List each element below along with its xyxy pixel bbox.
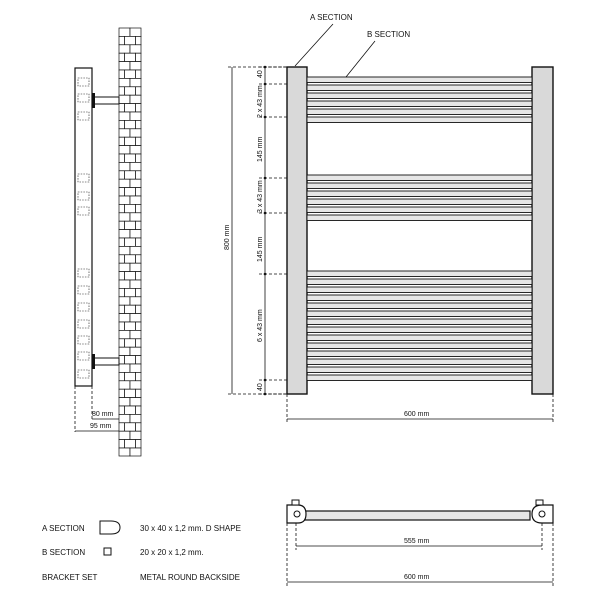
d-shape-symbol [100, 521, 120, 534]
b-section-label: B SECTION [367, 30, 411, 39]
dim-600-bottom-label: 600 mm [404, 574, 430, 581]
brick [136, 70, 142, 78]
brick [130, 179, 141, 187]
left-rail-a-section [287, 67, 307, 394]
brick [125, 221, 136, 229]
segment-tick-dot [264, 212, 267, 215]
b-section-leader [346, 41, 375, 77]
horizontal-bar [307, 85, 532, 91]
brick [130, 78, 141, 86]
brick [130, 45, 141, 53]
brick [136, 120, 142, 128]
legend-bracket-label: BRACKET SET [42, 573, 98, 582]
brick [125, 322, 136, 330]
brick [119, 381, 130, 389]
brick [130, 280, 141, 288]
dim-555-label: 555 mm [404, 538, 430, 545]
bottom-bar [305, 511, 530, 520]
horizontal-bar [307, 175, 532, 181]
brick [125, 87, 136, 95]
brick [130, 196, 141, 204]
dim-bottom-gap: 40 [257, 383, 264, 391]
brick [125, 188, 136, 196]
brick [119, 196, 130, 204]
brick [119, 230, 130, 238]
brick [125, 154, 136, 162]
brick [119, 322, 125, 330]
horizontal-bar [307, 183, 532, 189]
brick [119, 28, 130, 36]
brick [136, 137, 142, 145]
brick [136, 339, 142, 347]
brick [119, 62, 130, 70]
brick [130, 431, 141, 439]
horizontal-bar [307, 287, 532, 293]
brick [125, 339, 136, 347]
legend-bracket-desc: METAL ROUND BACKSIDE [140, 573, 241, 582]
brick [119, 179, 130, 187]
brick [130, 330, 141, 338]
brick [119, 356, 125, 364]
horizontal-bars [307, 77, 532, 381]
front-view [224, 13, 553, 424]
dim-top-gap: 40 [257, 70, 264, 78]
brick [136, 423, 142, 431]
horizontal-bar [307, 327, 532, 333]
dim-group1: 2 x 43 mm [257, 85, 264, 118]
brick [119, 87, 125, 95]
brick [119, 423, 125, 431]
brick [119, 238, 125, 246]
brick [119, 364, 130, 372]
brick [119, 112, 130, 120]
brick [136, 406, 142, 414]
brick [136, 305, 142, 313]
horizontal-bar [307, 93, 532, 99]
segment-tick-dot [264, 116, 267, 119]
brick [125, 171, 136, 179]
brick [125, 137, 136, 145]
brick [119, 221, 125, 229]
brick [119, 204, 125, 212]
dim-group2: 3 x 43 mm [257, 180, 264, 213]
brick [136, 288, 142, 296]
segment-tick-dot [264, 379, 267, 382]
brick [119, 137, 125, 145]
dim-spacing2: 145 mm [257, 236, 264, 262]
brick [136, 356, 142, 364]
brick [119, 272, 125, 280]
horizontal-bar [307, 335, 532, 341]
legend-b-label: B SECTION [42, 548, 86, 557]
brick [125, 423, 136, 431]
brick [119, 45, 130, 53]
square-symbol [104, 548, 111, 555]
brick [119, 162, 130, 170]
brick [130, 129, 141, 137]
brick [136, 36, 142, 44]
brick [119, 104, 125, 112]
brick [136, 104, 142, 112]
segment-tick-dot [264, 393, 267, 396]
bottom-view [287, 500, 553, 586]
legend-a-label: A SECTION [42, 524, 85, 533]
brick [130, 213, 141, 221]
brick [130, 28, 141, 36]
horizontal-bar [307, 207, 532, 213]
horizontal-bar [307, 303, 532, 309]
dim-80-label: 80 mm [92, 411, 114, 418]
brick [119, 314, 130, 322]
brick [136, 389, 142, 397]
brick [130, 297, 141, 305]
horizontal-bar [307, 279, 532, 285]
brick [125, 389, 136, 397]
brick [130, 112, 141, 120]
brick [136, 372, 142, 380]
brick [119, 129, 130, 137]
side-view [75, 28, 141, 456]
brick [136, 440, 142, 448]
brick [119, 70, 125, 78]
brick [125, 70, 136, 78]
brick [130, 246, 141, 254]
horizontal-bar [307, 311, 532, 317]
brick [125, 356, 136, 364]
brick [136, 53, 142, 61]
dim-600-label: 600 mm [404, 411, 430, 418]
brick [119, 431, 130, 439]
brick [119, 288, 125, 296]
brick [119, 120, 125, 128]
brick [130, 62, 141, 70]
horizontal-bar [307, 351, 532, 357]
a-section-label: A SECTION [310, 13, 353, 22]
horizontal-bar [307, 215, 532, 221]
brick [136, 154, 142, 162]
brick [119, 398, 130, 406]
brick [119, 188, 125, 196]
brick [119, 406, 125, 414]
brick-wall [119, 28, 141, 456]
bracket-bottom-plate [92, 354, 95, 369]
brick [130, 230, 141, 238]
brick [119, 347, 130, 355]
brick [136, 322, 142, 330]
brick [130, 398, 141, 406]
brick [130, 448, 141, 456]
brick [119, 171, 125, 179]
brick [119, 263, 130, 271]
horizontal-bar [307, 343, 532, 349]
brick [136, 221, 142, 229]
brick [119, 213, 130, 221]
horizontal-bar [307, 199, 532, 205]
brick [130, 347, 141, 355]
brick [119, 78, 130, 86]
bottom-left-bolt [294, 511, 300, 517]
brick [136, 171, 142, 179]
brick [125, 120, 136, 128]
bottom-left-tab [292, 500, 299, 505]
brick [125, 272, 136, 280]
brick [130, 314, 141, 322]
brick [119, 389, 125, 397]
brick [125, 238, 136, 246]
brick [136, 238, 142, 246]
brick [119, 372, 125, 380]
brick [119, 146, 130, 154]
brick [136, 188, 142, 196]
brick [136, 255, 142, 263]
horizontal-bar [307, 191, 532, 197]
bottom-right-bolt [539, 511, 545, 517]
brick [136, 204, 142, 212]
horizontal-bar [307, 359, 532, 365]
side-rail-profile [75, 68, 92, 386]
brick [130, 95, 141, 103]
brick [125, 406, 136, 414]
a-section-leader [295, 24, 333, 66]
brick [119, 36, 125, 44]
bracket-top-plate [92, 93, 95, 108]
legend [42, 521, 241, 582]
brick [130, 364, 141, 372]
brick [136, 272, 142, 280]
legend-b-desc: 20 x 20 x 1,2 mm. [140, 548, 204, 557]
brick [125, 104, 136, 112]
horizontal-bar [307, 367, 532, 373]
horizontal-bar [307, 109, 532, 115]
brick [125, 288, 136, 296]
brick [136, 87, 142, 95]
brick [125, 36, 136, 44]
bracket-bottom [94, 358, 119, 365]
horizontal-bar [307, 271, 532, 277]
brick [119, 154, 125, 162]
dim-800-label: 800 mm [224, 224, 231, 250]
segment-tick-dot [264, 83, 267, 86]
brick [125, 305, 136, 313]
brick [119, 95, 130, 103]
horizontal-bar [307, 319, 532, 325]
brick [119, 246, 130, 254]
brick [130, 414, 141, 422]
brick [119, 339, 125, 347]
brick [119, 305, 125, 313]
brick [119, 440, 125, 448]
brick [130, 381, 141, 389]
dim-spacing1: 145 mm [257, 136, 264, 162]
brick [119, 280, 130, 288]
horizontal-bar [307, 77, 532, 83]
brick [119, 255, 125, 263]
bracket-top [94, 97, 119, 104]
brick [130, 146, 141, 154]
right-rail-a-section [532, 67, 553, 394]
brick [125, 255, 136, 263]
brick [119, 414, 130, 422]
brick [119, 330, 130, 338]
dim-group3: 6 x 43 mm [257, 309, 264, 342]
horizontal-bar [307, 117, 532, 123]
brick [125, 372, 136, 380]
horizontal-bar [307, 101, 532, 107]
brick [119, 297, 130, 305]
brick [130, 162, 141, 170]
segment-tick-dot [264, 66, 267, 69]
dim-95-label: 95 mm [90, 423, 112, 430]
horizontal-bar [307, 295, 532, 301]
segment-tick-dot [264, 273, 267, 276]
horizontal-bar [307, 375, 532, 381]
brick [125, 53, 136, 61]
brick [119, 53, 125, 61]
brick [130, 263, 141, 271]
brick [125, 204, 136, 212]
brick [125, 440, 136, 448]
segment-tick-dot [264, 177, 267, 180]
legend-a-desc: 30 x 40 x 1,2 mm. D SHAPE [140, 524, 241, 533]
bottom-right-tab [536, 500, 543, 505]
brick [119, 448, 130, 456]
